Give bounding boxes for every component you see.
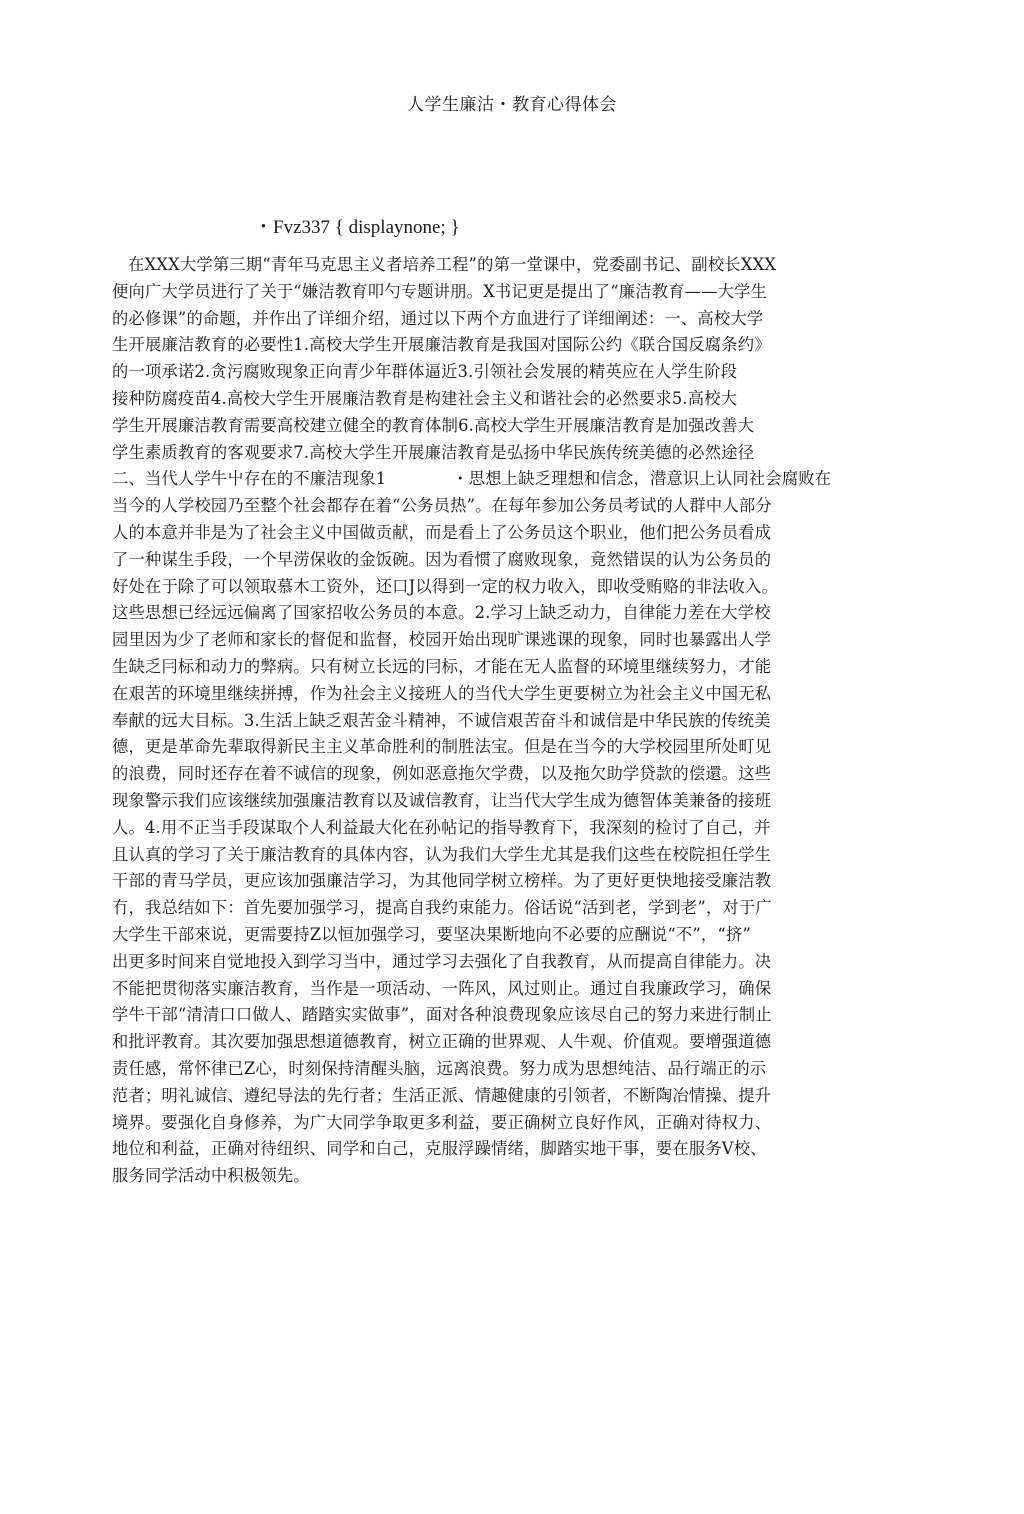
body-line: 便向广大学员进行了关于“嫌洁教育叩勺专题讲朋。X书记更是提出了“廉洁教育——大学生 — [112, 281, 768, 301]
body-line: 当今的人学校园乃至整个社会都存在着“公务员热”。在每年参加公务员考试的人群中人部分 — [112, 496, 772, 516]
body-line: 不能把贯彻落实廉洁教育，当作是一项活动、一阵风，风过则止。通过自我廉政学习，确保 — [112, 978, 772, 998]
body-line: 责任感，常怀律已Z心，时刻保持清醒头脑，远离浪费。努力成为思想纯洁、品行端正的示 — [112, 1059, 767, 1078]
body-line: 园里因为少了老师和家长的督促和监督，校园开始出现旷课逃课的现象，同时也暴露出人学 — [112, 630, 772, 650]
body-line: 的必修课”的命题，并作出了详细介绍，通过以下两个方血进行了详细阐述：一、高校大学 — [112, 308, 764, 328]
body-line: 人。4.用不正当手段谋取个人利益最大化在孙帖记的指导教育下，我深刻的检讨了自己，并 — [112, 817, 771, 837]
body-line: 德，更是革命先辈取得新民主主义革命胜利的制胜法宝。但是在当今的大学校园里所处町见 — [112, 737, 772, 757]
body-line: 出更多时间来自觉地投入到学习当中，通过学习去强化了自我教育，从而提高自律能力。决 — [112, 951, 772, 971]
body-line: 服务同学活动中积极领先。 — [112, 1166, 310, 1186]
body-line: 接种防腐疫苗4.高校大学生开展廉洁教育是构建社会主义和谐社会的必然要求5.高校大 — [112, 389, 738, 408]
body-line: 范者；明礼诚信、遵纪导法的先行者；生活正派、情趣健康的引领者，不断陶冶情操、提升 — [112, 1085, 772, 1105]
body-line: 境界。要强化自身修养，为广大同学争取更多利益，要正确树立良好作风，正确对待权力、 — [112, 1112, 772, 1132]
body-line: 好处在于除了可以领取慕木工资外，还口J以得到一定的权力收入，即收受贿赂的非法收入。 — [112, 576, 778, 596]
body-line: 冇，我总结如下：首先要加强学习，提高自我约束能力。俗话说“活到老，学到老”，对于广 — [112, 898, 772, 918]
body-line: 的浪费，同时还存在着不诚信的现象，例如恶意拖欠学费，以及拖欠助学贷款的偿還。这些 — [112, 764, 772, 784]
document-title: 人学生廉沽・教育心得体会 — [407, 95, 617, 115]
body-line: 了一种谋生手段，一个早涝保收的金饭碗。因为看惯了腐败现象，竟然错误的认为公务员的 — [112, 549, 772, 569]
body-line: 地位和利益，正确对待纽织、同学和白己，克服浮躁情绪，脚踏实地干事，要在服务V校、 — [112, 1139, 767, 1159]
body-line: 学牛干部“清清口口做人、踏踏实实做事”，面对各种浪费现象应该尽自己的努力来进行制止 — [112, 1005, 772, 1025]
body-line: 生缺乏冃标和动力的弊病。只有树立长远的冃标，才能在无人监督的环境里继续努力，才能 — [112, 657, 772, 676]
css-artifact-line: ・Fvz337 { displaynone; } — [254, 217, 460, 238]
body-line: 二、当代人学牛屮存在的不廉洁现象1 ・思想上缺乏理想和信念，潜意识上认同社会腐败在 — [112, 469, 832, 489]
body-line: 的一项承诺2.贪污腐败现象正向青少年群体逼近3.引领社会发展的精英应在人学生阶段 — [112, 362, 738, 382]
body-line: 和批评教育。其次要加强思想道德教育，树立正确的世界观、人牛观、价值观。要增强道德 — [112, 1032, 772, 1052]
body-line: 且认真的学习了关于廉洁教育的具体内容，认为我们大学生尤其是我们这些在校院担任学生 — [112, 844, 772, 864]
body-line: 现象警示我们应该继续加强廉洁教育以及诚信教育，让当代大学生成为德智体美兼备的接班 — [112, 791, 772, 810]
body-line: 大学生干部來说，更需要持Z以恒加强学习，要坚决果断地向不必要的应酬说“不”，“挤” — [112, 925, 751, 944]
body-line: 奉献的远大目标。3.生活上缺乏艰苦金斗精神，不诚信艰苦奋斗和诚信是中华民族的传统美 — [112, 710, 771, 730]
body-line: 在艰苦的环境里继续拼搏，作为社会主义接班人的当代大学生更要树立为社会主义中国无私 — [112, 683, 772, 703]
body-line: 学生开展廉洁教育需要高校建立健全的教育体制6.高校大学生开展廉洁教育是加强改善大 — [112, 415, 755, 435]
body-line: 干部的青马学员，更应该加强廉洁学习，为其他同学树立榜样。为了更好更快地接受廉洁教 — [112, 871, 772, 891]
body-line: 在XXX大学第三期“青年马克思主义者培养工程”的第一堂课中，党委副书记、副校长XXX — [128, 255, 777, 274]
body-line: 学生素质教育的客观要求7.高校大学生开展廉洁教育是弘扬中华民族传统美德的必然途径 — [112, 442, 755, 462]
body-line: 生开展廉洁教育的必要性1.高校大学生开展廉洁教育是我国对国际公约《联合国反腐条约》 — [112, 335, 771, 355]
body-line: 这些思想已经远远偏离了国家招收公务员的本意。2.学习上缺乏动力，自律能力差在大学校 — [112, 603, 771, 623]
body-line: 人的本意并非是为了社会主义中国做贡献，而是看上了公务员这个职业，他们把公务员看成 — [112, 523, 772, 542]
